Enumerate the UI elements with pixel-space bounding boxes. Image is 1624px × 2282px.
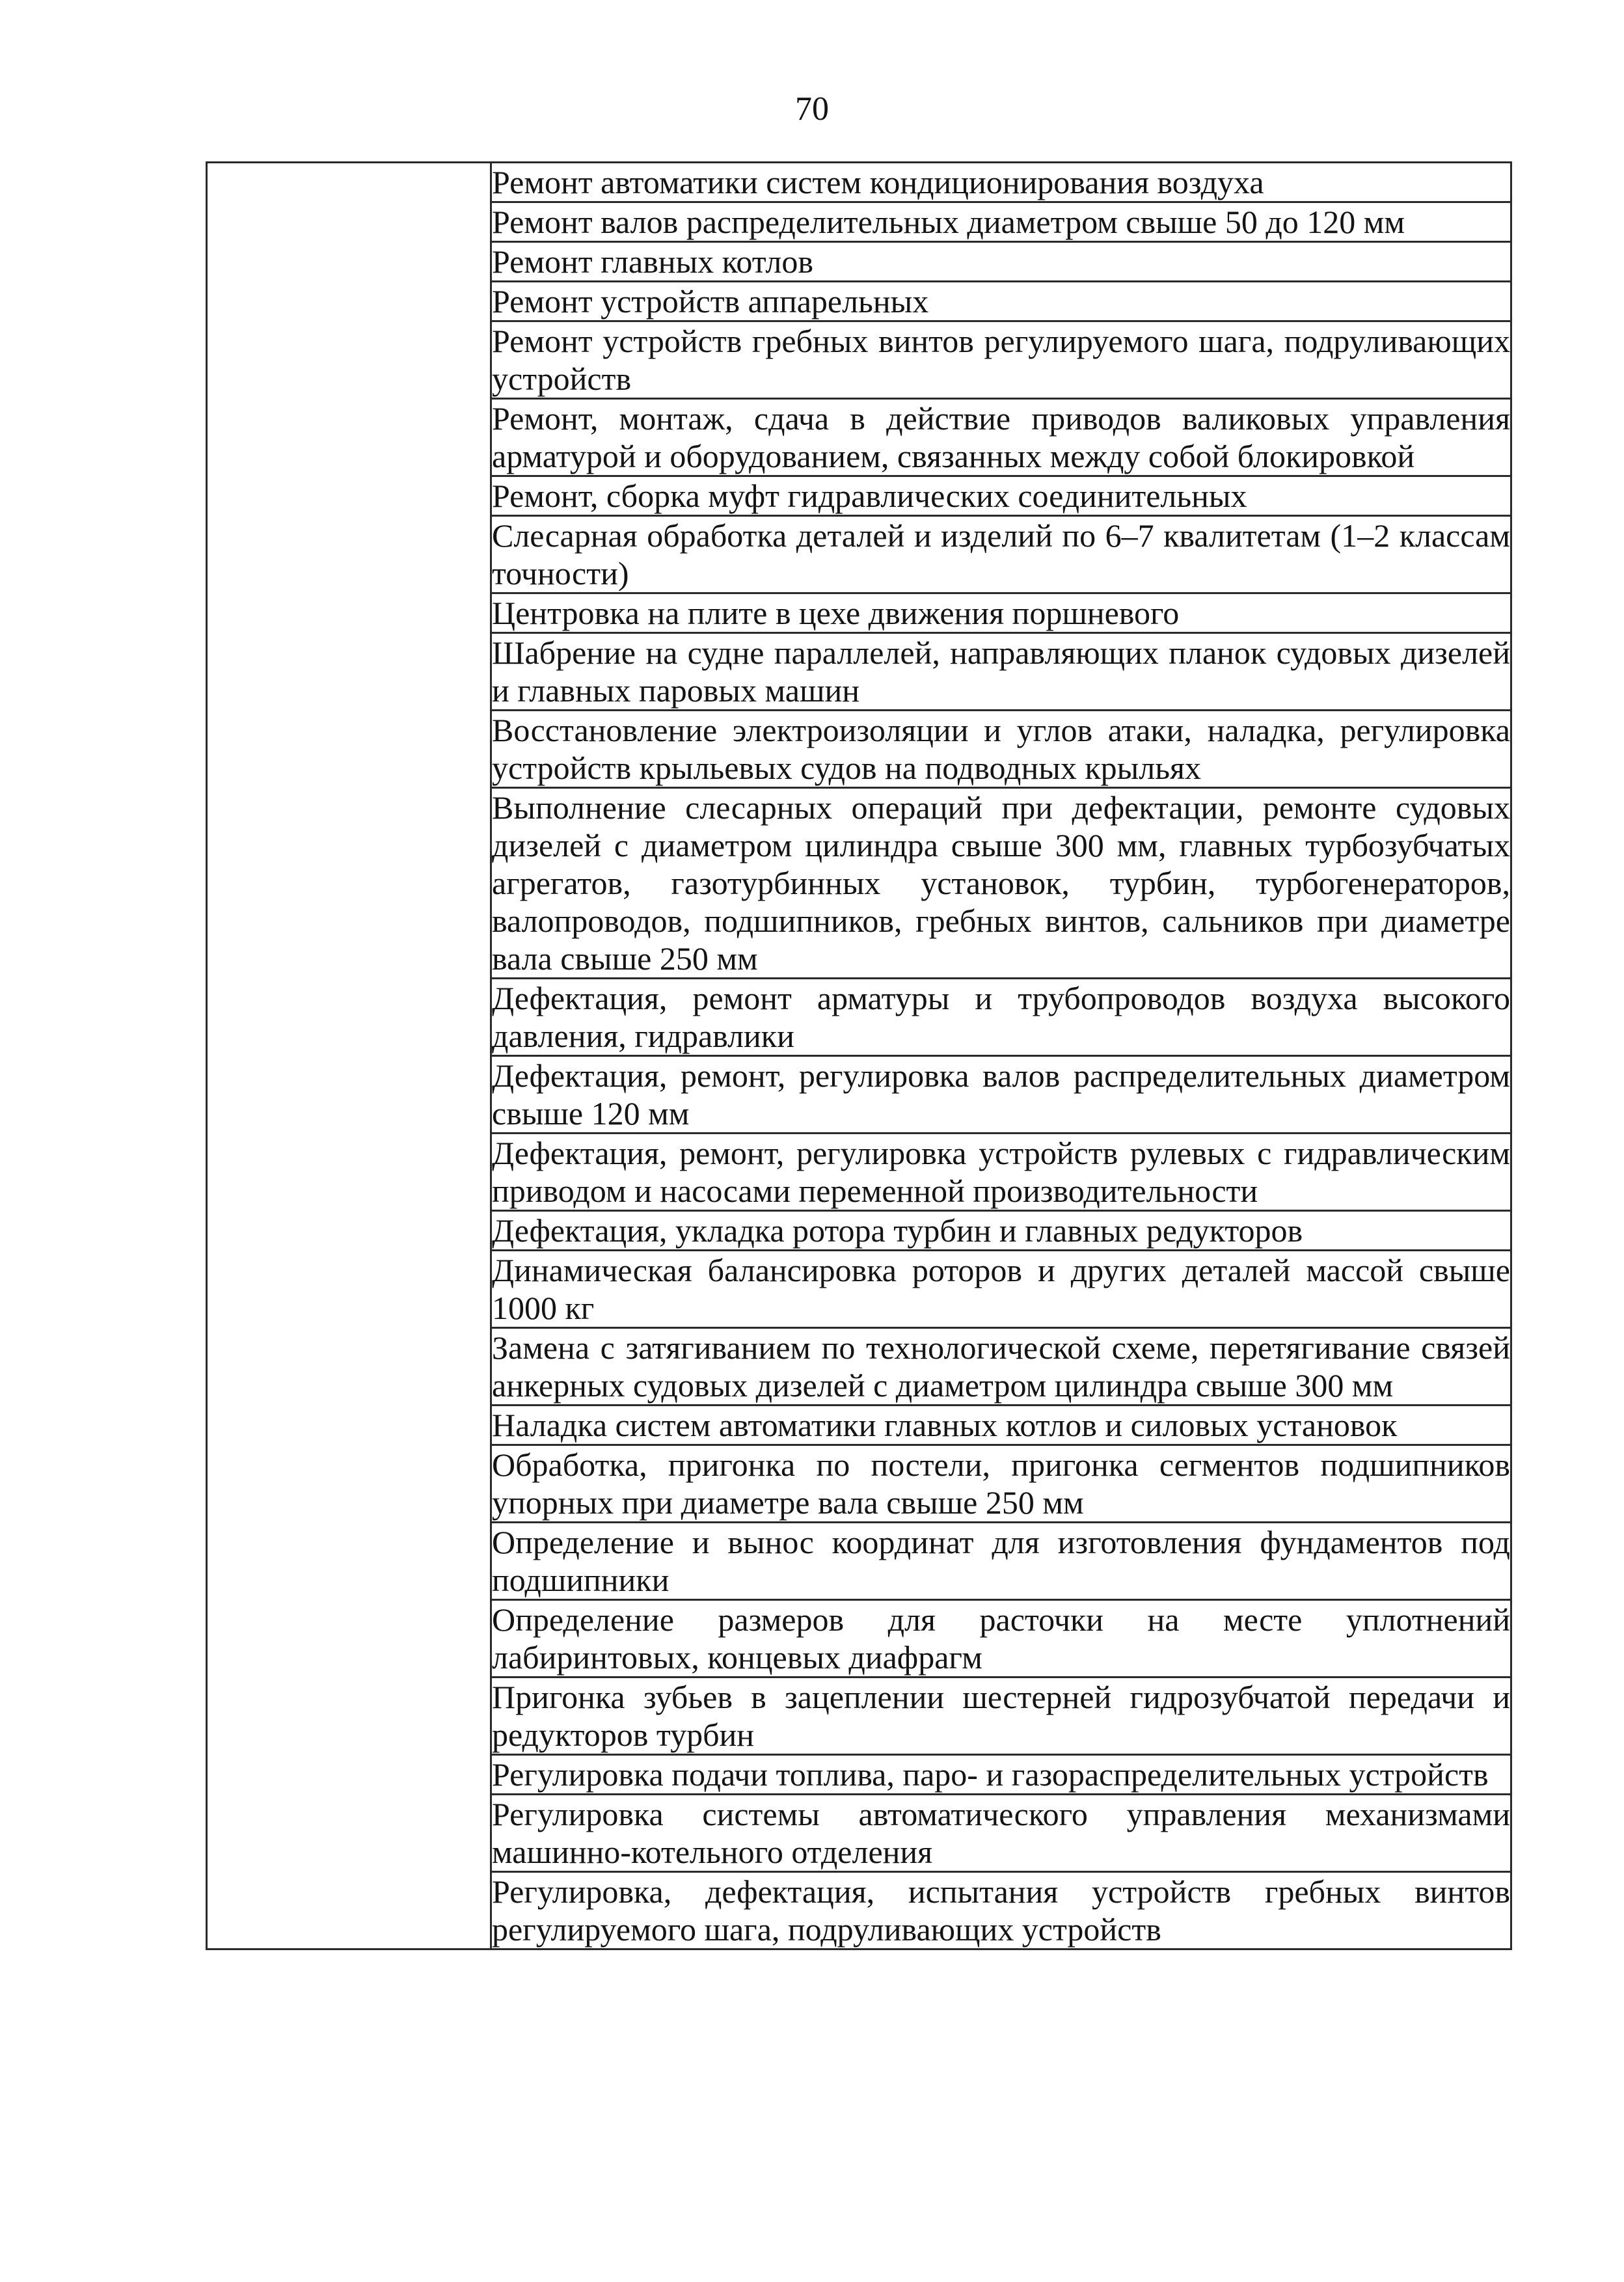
left-empty-column [207, 163, 491, 1949]
work-cell: Регулировка подачи топлива, паро- и газораспределительных устройств [491, 1755, 1511, 1795]
work-cell: Ремонт главных котлов [491, 242, 1511, 282]
work-cell: Ремонт, сборка муфт гидравлических соединительных [491, 476, 1511, 516]
work-cell: Определение размеров для расточки на месте уплотнений лабиринтовых, концевых диафрагм [491, 1600, 1511, 1678]
work-cell: Определение и вынос координат для изготовления фундаментов под подшипники [491, 1523, 1511, 1600]
work-cell: Шабрение на судне параллелей, направляющих планок судовых дизелей и главных паровых машин [491, 633, 1511, 711]
work-cell: Ремонт автоматики систем кондиционирования воздуха [491, 163, 1511, 202]
table-row [207, 163, 1511, 202]
work-cell: Ремонт валов распределительных диаметром свыше 50 до 120 мм [491, 202, 1511, 242]
work-cell: Замена с затягиванием по технологической схеме, перетягивание связей анкерных судовых дизелей с диаметром цилиндра свыше 300 мм [491, 1328, 1511, 1406]
work-cell: Регулировка системы автоматического управления механизмами машинно-котельного отделения [491, 1795, 1511, 1872]
work-cell: Дефектация, ремонт, регулировка валов распределительных диаметром свыше 120 мм [491, 1056, 1511, 1134]
work-cell: Слесарная обработка деталей и изделий по 6–7 квалитетам (1–2 классам точности) [491, 516, 1511, 593]
work-cell: Восстановление электроизоляции и углов атаки, наладка, регулировка устройств крыльевых судов на подводных крыльях [491, 711, 1511, 788]
work-list-body [207, 163, 1511, 1949]
page-number: 70 [795, 90, 829, 128]
work-cell: Пригонка зубьев в зацеплении шестерней гидрозубчатой передачи и редукторов турбин [491, 1678, 1511, 1755]
work-cell: Наладка систем автоматики главных котлов и силовых установок [491, 1406, 1511, 1445]
work-cell: Ремонт устройств гребных винтов регулируемого шага, подруливающих устройств [491, 321, 1511, 399]
work-cell: Выполнение слесарных операций при дефектации, ремонте судовых дизелей с диаметром цилиндра свыше 300 мм, главных турбозубчатых агрегатов, газотурбинных установок, турбин, турбогенераторов, валопроводов, подшипников, гребных винтов, сальников при диаметре вала свыше 250 мм [491, 788, 1511, 979]
work-cell: Динамическая балансировка роторов и других деталей массой свыше 1000 кг [491, 1251, 1511, 1328]
work-list-table [206, 161, 1512, 1950]
work-cell: Дефектация, укладка ротора турбин и главных редукторов [491, 1211, 1511, 1251]
work-cell: Ремонт, монтаж, сдача в действие приводов валиковых управления арматурой и оборудованием, связанных между собой блокировкой [491, 399, 1511, 476]
work-cell: Дефектация, ремонт арматуры и трубопроводов воздуха высокого давления, гидравлики [491, 979, 1511, 1056]
work-cell: Обработка, пригонка по постели, пригонка сегментов подшипников упорных при диаметре вала свыше 250 мм [491, 1445, 1511, 1523]
work-cell: Дефектация, ремонт, регулировка устройств рулевых с гидравлическим приводом и насосами переменной производительности [491, 1134, 1511, 1211]
work-cell: Регулировка, дефектация, испытания устройств гребных винтов регулируемого шага, подруливающих устройств [491, 1872, 1511, 1949]
work-cell: Центровка на плите в цехе движения поршневого [491, 593, 1511, 633]
work-cell: Ремонт устройств аппарельных [491, 282, 1511, 321]
